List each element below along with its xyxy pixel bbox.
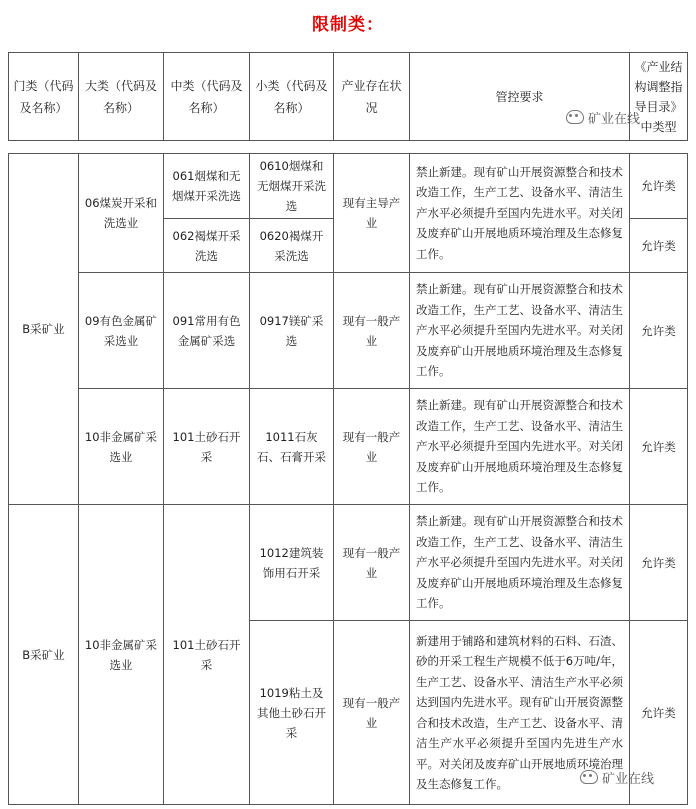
requirement-cell: 禁止新建。现有矿山开展资源整合和技术改造工作，生产工艺、设备水平、清洁生产水平必须提升至国内先进水平。对关闭及废弃矿山开展地质环境治理及生态修复工作。 [410,389,630,505]
table-row [9,154,688,219]
table-row [9,389,688,505]
requirement-cell: 禁止新建。现有矿山开展资源整合和技术改造工作，生产工艺、设备水平、清洁生产水平必须提升至国内先进水平。对关闭及废弃矿山开展地质环境治理及生态修复工作。 [410,505,630,621]
menlei-cell: B采矿业 [9,505,79,805]
catalog-cell: 允许类 [630,273,688,389]
status-cell: 现有一般产业 [334,621,410,805]
requirement-cell: 禁止新建。现有矿山开展资源整合和技术改造工作，生产工艺、设备水平、清洁生产水平必须提升至国内先进水平。对关闭及废弃矿山开展地质环境治理及生态修复工作。 [410,154,630,273]
xiaolei-cell: 0917镁矿采选 [250,273,334,389]
header-catalog: 《产业结构调整指导目录》中类型 [630,53,688,141]
requirement-cell: 新建用于铺路和建筑材料的石料、石渣、砂的开采工程生产规模不低于6万吨/年，生产工艺、设备水平、清洁生产水平必须达到国内先进水平。现有矿山开展资源整合和技术改造，生产工艺、设备水平、清洁生产水平必须提升至国内先进生产水平。对关闭及废弃矿山开展地质环境治理及生态修复工作。 [410,621,630,805]
dalei-cell: 10非金属矿采选业 [79,505,164,805]
xiaolei-cell: 0620褐煤开采洗选 [250,219,334,273]
dalei-cell: 09有色金属矿采选业 [79,273,164,389]
watermark-bottom [580,768,654,787]
xiaolei-cell: 1019粘土及其他土砂石开采 [250,621,334,805]
header-status: 产业存在状况 [334,53,410,141]
header-dalei: 大类（代码及名称） [79,53,164,141]
restricted-table [8,153,688,805]
header-table [8,52,688,141]
xiaolei-cell: 0610烟煤和无烟煤开采洗选 [250,154,334,219]
table-row [9,273,688,389]
zhonglei-cell: 061烟煤和无烟煤开采洗选 [164,154,250,219]
page-title: 限制类： [312,15,384,35]
watermark-text: 矿业在线 [602,772,655,787]
header-xiaolei: 小类（代码及名称） [250,53,334,141]
xiaolei-cell: 1012建筑装饰用石开采 [250,505,334,621]
header-requirement: 管控要求 [410,53,630,141]
watermark-text: 矿业在线 [588,112,641,127]
requirement-cell: 禁止新建。现有矿山开展资源整合和技术改造工作，生产工艺、设备水平、清洁生产水平必须提升至国内先进水平。对关闭及废弃矿山开展地质环境治理及生态修复工作。 [410,273,630,389]
status-cell: 现有一般产业 [334,505,410,621]
zhonglei-cell: 091常用有色金属矿采选 [164,273,250,389]
header-zhonglei: 中类（代码及名称） [164,53,250,141]
table-row [9,505,688,621]
wechat-logo-icon [580,770,598,784]
header-menlei: 门类（代码及名称） [9,53,79,141]
status-cell: 现有一般产业 [334,389,410,505]
zhonglei-cell: 062褐煤开采洗选 [164,219,250,273]
catalog-cell: 允许类 [630,621,688,805]
dalei-cell: 06煤炭开采和洗选业 [79,154,164,273]
catalog-cell: 允许类 [630,505,688,621]
status-cell: 现有主导产业 [334,154,410,273]
dalei-cell: 10非金属矿采选业 [79,389,164,505]
catalog-cell: 允许类 [630,389,688,505]
menlei-cell: B采矿业 [9,154,79,505]
zhonglei-cell: 101土砂石开采 [164,505,250,805]
catalog-cell: 允许类 [630,219,688,273]
watermark-top [566,108,640,127]
zhonglei-cell: 101土砂石开采 [164,389,250,505]
status-cell: 现有一般产业 [334,273,410,389]
xiaolei-cell: 1011石灰石、石膏开采 [250,389,334,505]
wechat-logo-icon [566,110,584,124]
catalog-cell: 允许类 [630,154,688,219]
